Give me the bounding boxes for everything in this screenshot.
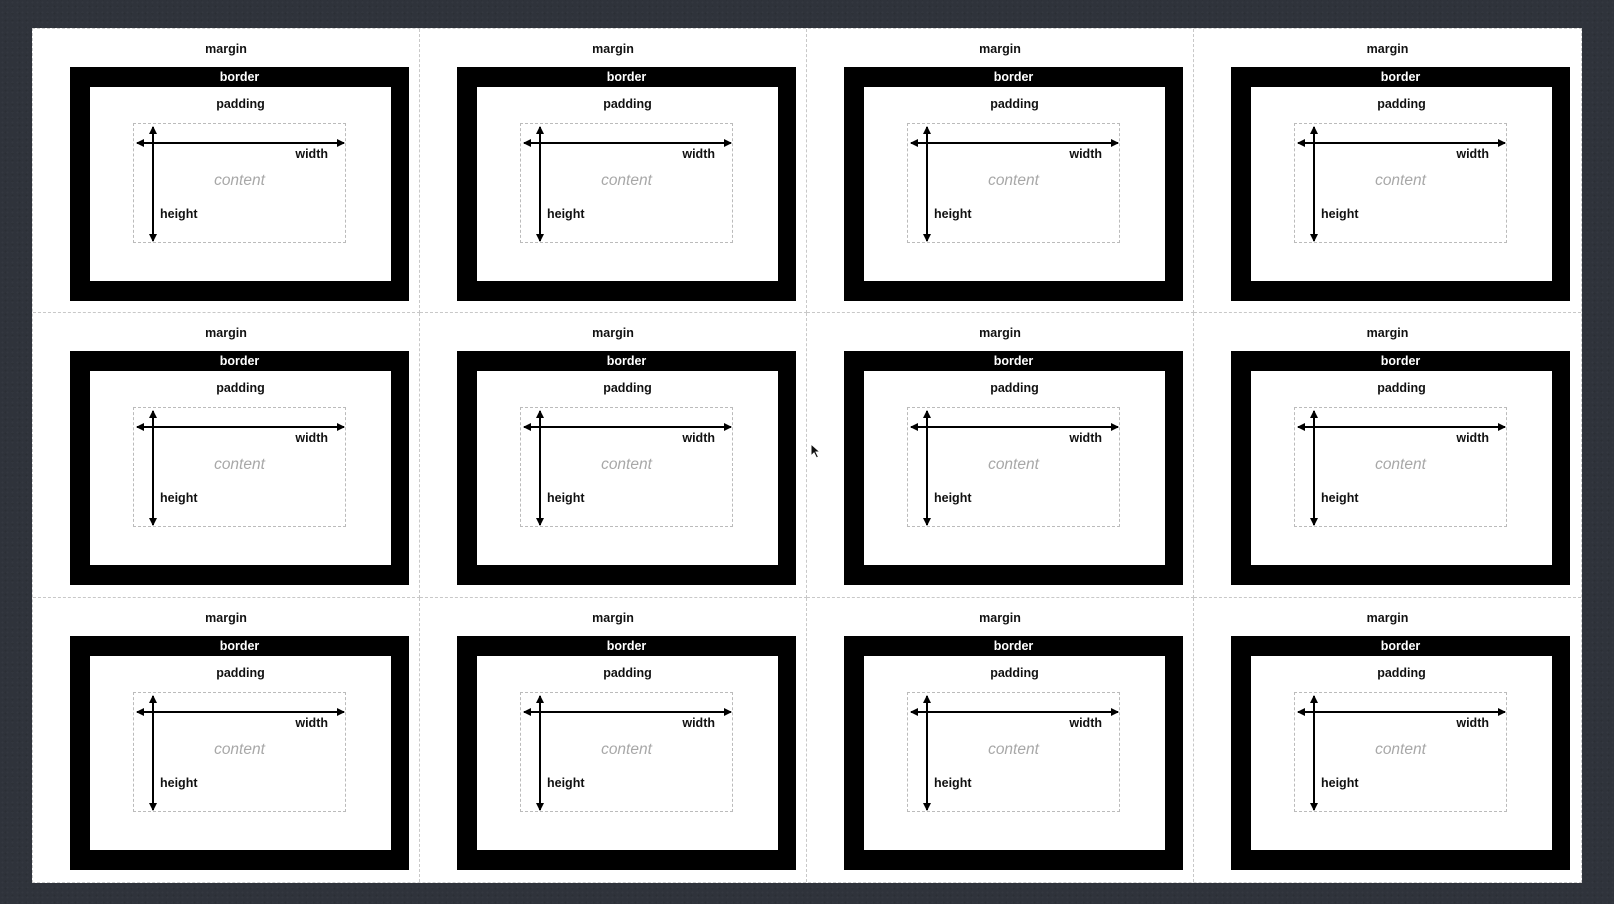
margin-label: margin: [205, 326, 247, 341]
box-model-cell: [420, 29, 807, 313]
box-model-cell: [1194, 313, 1581, 597]
border-label: border: [219, 354, 260, 369]
height-label: height: [1321, 775, 1359, 790]
border-box: [70, 67, 409, 301]
box-model-cell: [420, 598, 807, 882]
padding-label: padding: [1377, 381, 1426, 396]
padding-label: padding: [603, 381, 652, 396]
height-label: height: [1321, 491, 1359, 506]
padding-box: [477, 87, 778, 281]
border-box: [1231, 351, 1570, 585]
width-label: width: [1456, 147, 1489, 161]
height-label: height: [547, 775, 585, 790]
border-box: [457, 351, 796, 585]
box-model-cell: [33, 598, 420, 882]
content-box: [1294, 123, 1507, 243]
height-label: height: [160, 775, 198, 790]
width-label: width: [295, 715, 328, 730]
padding-label: padding: [603, 665, 652, 680]
width-label: width: [682, 431, 715, 446]
border-label: border: [606, 638, 647, 653]
padding-box: [1251, 656, 1552, 850]
content-box: [133, 407, 346, 527]
padding-box: [864, 87, 1165, 281]
border-box: [844, 67, 1183, 301]
padding-box: [864, 371, 1165, 565]
border-label: border: [993, 354, 1034, 369]
margin-label: margin: [592, 42, 634, 56]
padding-label: padding: [990, 381, 1039, 396]
margin-label: margin: [592, 326, 634, 341]
width-label: width: [295, 431, 328, 446]
content-label: content: [988, 740, 1039, 758]
border-box: [844, 351, 1183, 585]
height-label: height: [934, 491, 972, 506]
margin-label: margin: [205, 610, 247, 625]
margin-label: margin: [1366, 42, 1409, 56]
content-label: content: [601, 172, 652, 189]
width-label: width: [1456, 715, 1489, 730]
padding-label: padding: [216, 665, 265, 680]
border-box: [1231, 67, 1570, 301]
border-box: [70, 351, 409, 585]
content-box: [133, 123, 346, 243]
border-label: border: [1380, 354, 1421, 369]
border-label: border: [993, 70, 1034, 84]
margin-label: margin: [592, 610, 634, 625]
padding-box: [477, 656, 778, 850]
content-label: content: [1375, 172, 1426, 189]
border-box: [844, 636, 1183, 870]
content-label: content: [988, 172, 1039, 189]
width-label: width: [682, 147, 715, 161]
padding-label: padding: [1377, 665, 1426, 680]
content-box: [520, 692, 733, 812]
padding-label: padding: [990, 665, 1039, 680]
content-box: [133, 692, 346, 812]
mouse-cursor-icon: [810, 443, 822, 459]
box-model-cell: [33, 313, 420, 597]
border-box: [1231, 636, 1570, 870]
padding-box: [477, 371, 778, 565]
padding-label: padding: [216, 97, 265, 111]
content-label: content: [214, 172, 265, 189]
padding-box: [90, 656, 391, 850]
width-label: width: [1069, 715, 1102, 730]
height-label: height: [934, 775, 972, 790]
content-label: content: [214, 456, 265, 474]
border-label: border: [219, 70, 260, 84]
border-label: border: [993, 638, 1034, 653]
box-model-cell: [807, 29, 1194, 313]
height-label: height: [160, 491, 198, 506]
border-label: border: [1380, 70, 1421, 84]
content-box: [1294, 692, 1507, 812]
border-box: [457, 67, 796, 301]
box-model-cell: [807, 598, 1194, 882]
content-label: content: [988, 456, 1039, 474]
content-box: [1294, 407, 1507, 527]
padding-box: [864, 656, 1165, 850]
border-label: border: [1380, 638, 1421, 653]
padding-box: [90, 87, 391, 281]
width-label: width: [1069, 431, 1102, 446]
height-label: height: [547, 207, 585, 221]
border-box: [457, 636, 796, 870]
box-model-cell: [420, 313, 807, 597]
box-model-cell: [1194, 598, 1581, 882]
padding-box: [1251, 87, 1552, 281]
margin-label: margin: [979, 42, 1021, 56]
box-model-cell: [33, 29, 420, 313]
width-label: width: [682, 715, 715, 730]
content-label: content: [601, 740, 652, 758]
height-label: height: [1321, 207, 1359, 221]
border-label: border: [606, 70, 647, 84]
content-label: content: [1375, 740, 1426, 758]
padding-label: padding: [1377, 97, 1426, 111]
padding-box: [90, 371, 391, 565]
margin-label: margin: [979, 326, 1021, 341]
padding-label: padding: [603, 97, 652, 111]
padding-label: padding: [990, 97, 1039, 111]
content-label: content: [214, 740, 265, 758]
border-box: [70, 636, 409, 870]
content-box: [907, 123, 1120, 243]
box-model-grid: [33, 29, 1581, 882]
content-label: content: [1375, 456, 1426, 474]
margin-label: margin: [979, 610, 1021, 625]
border-label: border: [606, 354, 647, 369]
width-label: width: [1456, 431, 1489, 446]
border-label: border: [219, 638, 260, 653]
width-label: width: [1069, 147, 1102, 161]
margin-label: margin: [1366, 326, 1409, 341]
box-model-cell: [1194, 29, 1581, 313]
height-label: height: [934, 207, 972, 221]
box-model-cell: [807, 313, 1194, 597]
padding-label: padding: [216, 381, 265, 396]
padding-box: [1251, 371, 1552, 565]
content-label: content: [601, 456, 652, 474]
height-label: height: [160, 207, 198, 221]
height-label: height: [547, 491, 585, 506]
content-box: [520, 407, 733, 527]
width-label: width: [295, 147, 328, 161]
slide: [32, 28, 1582, 883]
content-box: [520, 123, 733, 243]
content-box: [907, 692, 1120, 812]
margin-label: margin: [205, 42, 247, 56]
content-box: [907, 407, 1120, 527]
margin-label: margin: [1366, 610, 1409, 625]
